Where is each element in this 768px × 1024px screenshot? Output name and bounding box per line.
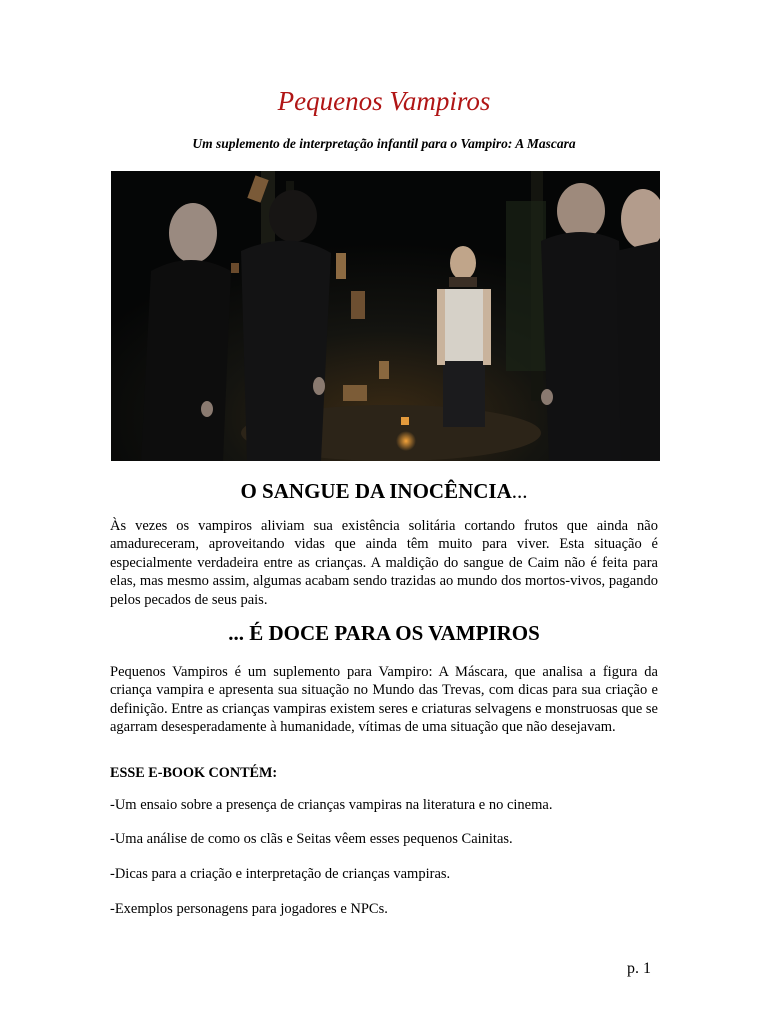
document-title: Pequenos Vampiros	[277, 86, 491, 116]
section-heading-doce: ... É DOCE PARA OS VAMPIROS	[228, 621, 540, 645]
page-number: p. 1	[627, 960, 651, 977]
contents-item: -Dicas para a criação e interpretação de crianças vampiras.	[110, 866, 451, 882]
contents-item: -Uma análise de como os clãs e Seitas vêem esses pequenos Cainitas.	[110, 831, 513, 847]
document-subtitle: Um suplemento de interpretação infantil para o Vampiro: A Mascara	[192, 136, 576, 151]
section-heading-ellipsis: ...	[511, 479, 528, 503]
section-paragraph-inocencia: Às vezes os vampiros aliviam sua existência solitária cortando frutos que ainda não amadureceram, aproveitando vidas que ainda têm muito para viver. Esta situação é especialmente verdadeira entre as crianças. A maldição do sangue de Caim não é feita para elas, mas mesmo assim, algumas acabam sendo trazidas ao mundo dos mortos-vivos, pagando pelos pecados de seus pais.	[110, 518, 658, 608]
section-heading-text: O SANGUE DA INOCÊNCIA	[240, 479, 512, 503]
cover-photo-illustration	[111, 171, 660, 461]
contents-label: ESSE E-BOOK CONTÉM:	[110, 765, 278, 781]
contents-item: -Exemplos personagens para jogadores e NPCs.	[110, 901, 388, 917]
cover-photo	[111, 171, 660, 461]
section-paragraph-doce: Pequenos Vampiros é um suplemento para Vampiro: A Máscara, que analisa a figura da criança vampira e apresenta sua situação no Mundo das Trevas, com dicas para sua criação e definição. Entre as crianças vampiras existem seres e criaturas selvagens e monstruosas que se agarram desesperadamente à humanidade, vítimas de uma situação que não desejavam.	[110, 664, 658, 736]
section-heading-inocencia	[0, 479, 768, 504]
contents-item: -Um ensaio sobre a presença de crianças vampiras na literatura e no cinema.	[110, 797, 553, 813]
